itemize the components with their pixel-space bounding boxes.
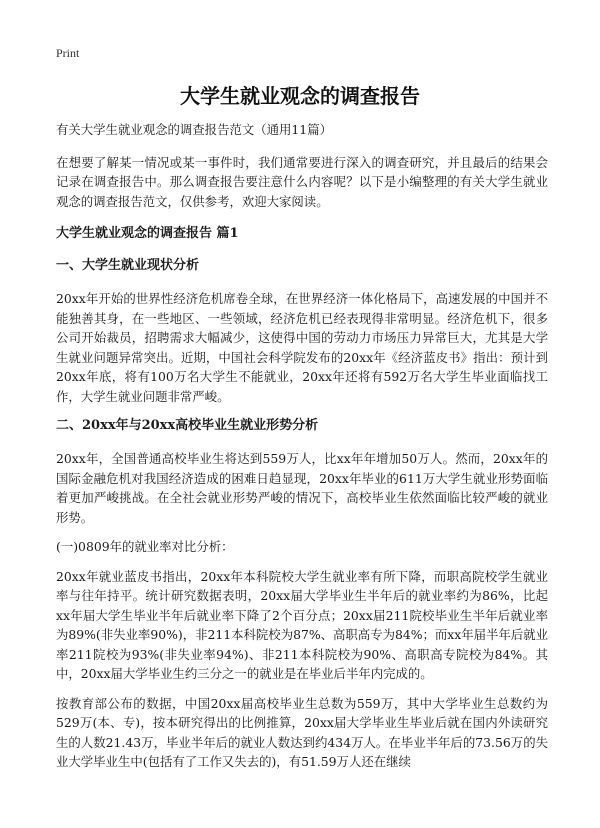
paragraph-graduates-count: 20xx年，全国普通高校毕业生将达到559万人，比xx年年增加50万人。然而，20xx年的国际金融危机对我国经济造成的困难日趋显现，20xx年毕业的611万大学生就业形势面临着更加严峻挑战。在全社会就业形势严峻的情况下，高校毕业生依然面临比较严峻的就业形势。 — [56, 451, 548, 525]
document-body — [56, 120, 548, 782]
intro-paragraph: 在想要了解某一情况或某一事件时，我们通常要进行深入的调查研究，并且最后的结果会记录在调查报告中。那么调查报告要注意什么内容呢？以下是小编整理的有关大学生就业观念的调查报告范文，仅供参考，欢迎大家阅读。 — [56, 154, 548, 209]
paragraph-comparison-label: (一)0809年的就业率对比分析： — [56, 539, 234, 554]
paragraph-ministry-data: 按教育部公布的数据，中国20xx届高校毕业生总数为559万，其中大学毕业生总数约为529万(本、专)，按本研究得出的比例推算，20xx届大学毕业生毕业后就在国内外读研究生的人数21.43万，毕业半年后的就业人数达到约434万人。在毕业半年后的73.56万的失业大学毕业生中(包括有了工作又失去的)，有51.59万人还在继续 — [56, 695, 548, 769]
heading-current-situation: 一、大学生就业现状分析 — [56, 258, 200, 273]
paragraph-employment-rate: 20xx年就业蓝皮书指出，20xx年本科院校大学生就业率有所下降，而职高院校学生就业率与往年持平。统计研究数据表明，20xx届大学毕业生半年后的就业率约为86%，比起xx年届大学生毕业半年后就业率下降了2个百分点；20xx届211院校毕业生半年后就业率为89%(非失业率90%)，非211本科院校为87%、高职高专为84%；而xx年届半年后就业率211院校为93%(非失业率94%)、非211本科院校为90%、高职高专院校为84%。其中，20xx届大学毕业生约三分之一的就业是在毕业后半年内完成的。 — [56, 568, 549, 681]
print-link[interactable]: Print — [56, 46, 80, 60]
paragraph-current-situation: 20xx年开始的世界性经济危机席卷全球，在世界经济一体化格局下，高速发展的中国并不能独善其身，在一些地区、一些领域，经济危机已经表现得非常明显。经济危机下，很多公司开始裁员，招聘需求大幅减少，这使得中国的劳动力市场压力异常巨大，尤其是大学生就业问题异常突出。近期，中国社会科学院发布的20xx年《经济蓝皮书》指出：预计到20xx年底，将有100万名大学生不能就业，20xx年还将有592万名大学生毕业面临找工作，大学生就业问题非常严峻。 — [56, 291, 548, 404]
heading-employment-situation: 二、20xx年与20xx高校毕业生就业形势分析 — [56, 418, 319, 433]
section-title: 大学生就业观念的调查报告 篇1 — [56, 226, 239, 241]
document-subtitle: 有关大学生就业观念的调查报告范文（通用11篇） — [56, 122, 332, 137]
document-title: 大学生就业观念的调查报告 — [180, 84, 420, 108]
